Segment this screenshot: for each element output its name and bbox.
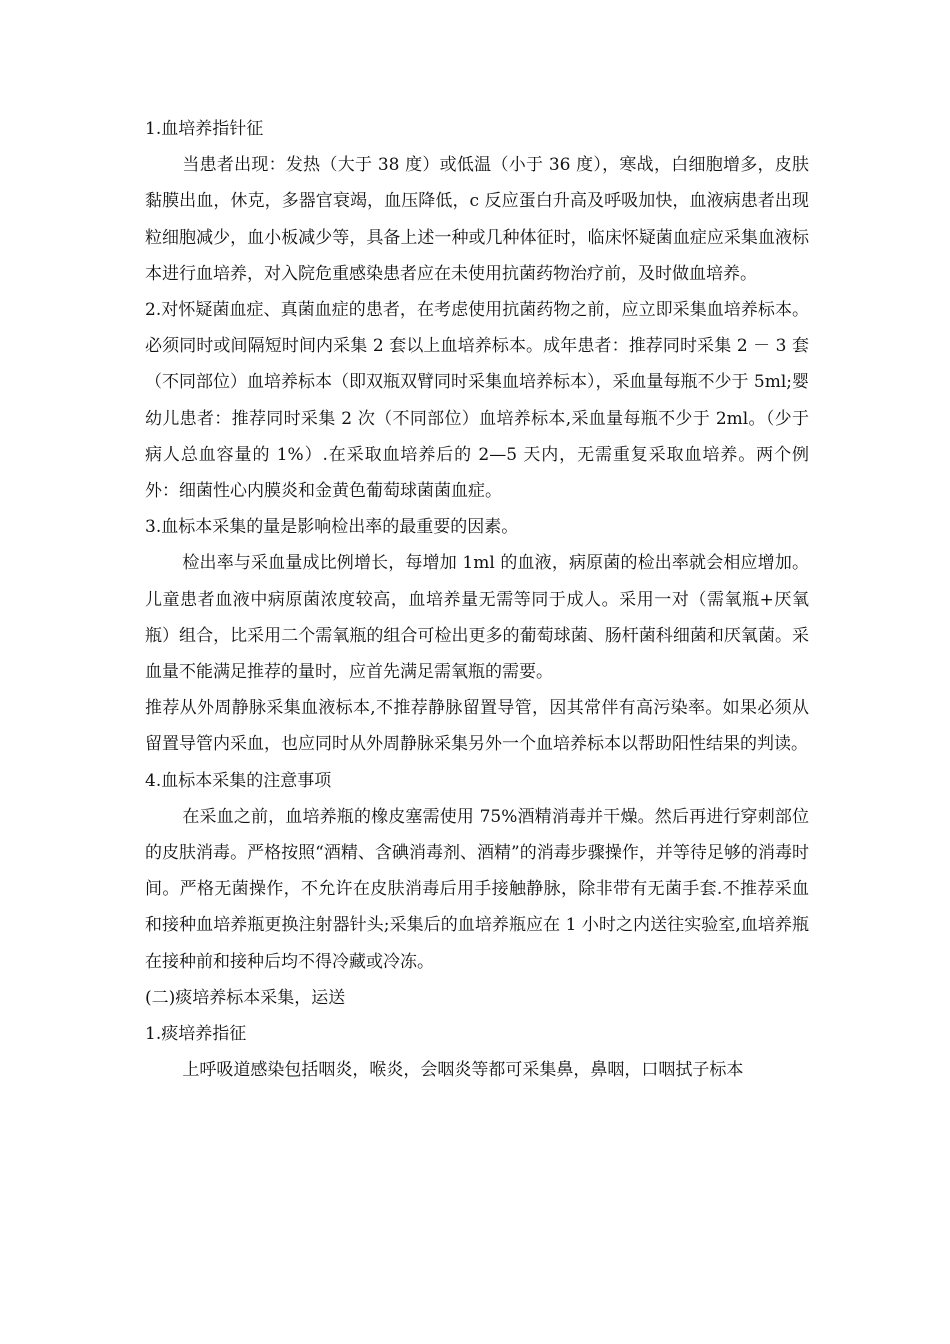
paragraph-sputum-body: 上呼吸道感染包括咽炎，喉炎，会咽炎等都可采集鼻，鼻咽，口咽拭子标本 xyxy=(182,1060,744,1081)
heading-blood-volume: 3.血标本采集的量是影响检出率的最重要的因素。 xyxy=(145,517,519,538)
paragraph-peripheral-vein: 推荐从外周静脉采集血液标本,不推荐静脉留置导管，因其常伴有高污染率。如果必须从留置导管内采血，也应同时从外周静脉采集另外一个血培养标本以帮助阳性结果的判读。 xyxy=(145,698,809,755)
document-page xyxy=(145,111,809,1088)
heading-sputum-indications: 1.痰培养指征 xyxy=(145,1024,247,1045)
heading-precautions: 4.血标本采集的注意事项 xyxy=(145,770,332,791)
paragraph-volume-body: 检出率与采血量成比例增长，每增加 1ml 的血液，病原菌的检出率就会相应增加。儿童患者血液中病原菌浓度较高，血培养量无需等同于成人。采用一对（需氧瓶+厌氧瓶）组合，比采用二个需氧瓶的组合可检出更多的葡萄球菌、肠杆菌科细菌和厌氧菌。采血量不能满足推荐的量时，应首先满足需氧瓶的需要。 xyxy=(145,553,809,683)
paragraph-precautions-body: 在采血之前，血培养瓶的橡皮塞需使用 75%酒精消毒并干燥。然后再进行穿刺部位的皮肤消毒。严格按照“酒精、含碘消毒剂、酒精”的消毒步骤操作，并等待足够的消毒时间。严格无菌操作，不允许在皮肤消毒后用手接触静脉，除非带有无菌手套.不推荐采血和接种血培养瓶更换注射器针头;采集后的血培养瓶应在 1 小时之内送往实验室,血培养瓶在接种前和接种后均不得冷藏或冷冻。 xyxy=(145,806,809,972)
paragraph-indications-body: 当患者出现：发热（大于 38 度）或低温（小于 36 度），寒战，白细胞增多，皮肤黏膜出血，休克，多器官衰竭，血压降低，c 反应蛋白升高及呼吸加快，血液病患者出现粒细胞减少，血小板减少等，具备上述一种或几种体征时，临床怀疑菌血症应采集血液标本进行血培养，对入院危重感染患者应在未使用抗菌药物治疗前，及时做血培养。 xyxy=(145,155,809,284)
heading-sputum-culture-section: (二)痰培养标本采集，运送 xyxy=(145,987,346,1008)
paragraph-sampling-timing: 2.对怀疑菌血症、真菌血症的患者，在考虑使用抗菌药物之前，应立即采集血培养标本。必须同时或间隔短时间内采集 2 套以上血培养标本。成年患者：推荐同时采集 2 － 3 套（不同部位）血培养标本（即双瓶双臂同时采集血培养标本），采血量每瓶不少于 5ml;婴幼儿患者：推荐同时采集 2 次（不同部位）血培养标本,采血量每瓶不少于 2ml。（少于病人总血容量的 1%）.在采取血培养后的 2—5 天内，无需重复采取血培养。两个例外：细菌性心内膜炎和金黄色葡萄球菌菌血症。 xyxy=(145,300,810,502)
heading-blood-culture-indications: 1.血培养指针征 xyxy=(145,119,264,139)
